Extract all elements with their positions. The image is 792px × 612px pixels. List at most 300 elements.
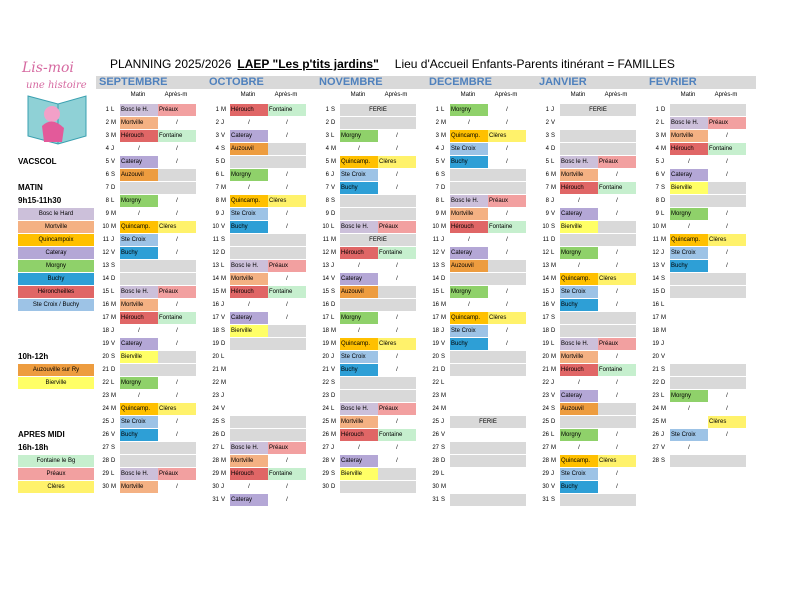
morning-activity [340,208,378,220]
legend-label: Buchy [18,273,94,285]
afternoon-activity [598,221,636,233]
day-number: 21 [212,367,219,373]
afternoon-activity [488,429,526,441]
morning-activity [670,455,708,467]
legend-label: 10h-12h [18,352,49,361]
afternoon-activity: / [286,224,288,230]
day-number: 13 [212,263,219,269]
afternoon-activity: Préaux [158,468,196,480]
afternoon-activity [708,338,746,350]
morning-activity [120,182,158,194]
morning-activity: Bosc le H. [670,117,708,129]
morning-activity [340,481,378,493]
day-number: 9 [545,211,549,217]
afternoon-activity [268,325,306,337]
weekday-letter: L [331,315,335,321]
afternoon-activity [708,195,746,207]
day-number: 21 [322,367,329,373]
weekday-letter: J [331,354,334,360]
weekday-letter: M [111,393,116,399]
weekday-letter: M [221,198,226,204]
day-number: 14 [322,276,329,282]
afternoon-activity [268,416,306,428]
morning-activity: Morgny [670,390,708,402]
morning-activity: Quincamp. [230,195,268,207]
afternoon-activity: / [176,484,178,490]
morning-activity: Mortville [230,273,268,285]
day-number: 6 [655,172,659,178]
page-title [110,57,790,73]
weekday-letter: J [221,484,224,490]
day-number: 21 [652,367,659,373]
afternoon-activity: / [726,159,728,165]
afternoon-activity: Clères [268,195,306,207]
afternoon-activity [378,286,416,298]
afternoon-activity: / [176,159,178,165]
day-number: 22 [652,380,659,386]
day-number: 4 [655,146,659,152]
day-number: 7 [545,185,549,191]
morning-activity [230,234,268,246]
afternoon-activity: / [286,497,288,503]
morning-activity: Bosc le H. [560,338,598,350]
day-number: 3 [655,133,659,139]
afternoon-activity: / [396,458,398,464]
morning-activity: Bosc le H. [340,221,378,233]
afternoon-activity [158,351,196,363]
weekday-letter: D [331,211,336,217]
weekday-letter: S [221,328,226,334]
legend-label: Morgny [18,260,94,272]
weekday-letter: L [661,120,665,126]
legend-label: Héroncheilles [18,286,94,298]
afternoon-activity: / [726,133,728,139]
morning-activity: / [138,393,140,399]
weekday-letter: L [441,471,445,477]
weekday-letter: D [221,341,226,347]
morning-activity [670,351,708,363]
afternoon-activity [488,273,526,285]
afternoon-activity: / [616,263,618,269]
morning-activity: Bosc le H. [120,104,158,116]
morning-activity [340,390,378,402]
day-number: 10 [652,224,659,230]
weekday-letter: S [111,263,116,269]
morning-activity: Buchy [340,364,378,376]
day-number: 18 [432,328,439,334]
weekday-letter: V [331,458,336,464]
morning-activity: Ste Croix [450,143,488,155]
day-number: 23 [542,393,549,399]
afternoon-activity: / [176,302,178,308]
month-octobre: OCTOBRE [206,76,317,89]
afternoon-activity: Préaux [268,260,306,272]
header-matin: Matin [240,92,256,98]
afternoon-activity [708,364,746,376]
weekday-letter: J [441,237,444,243]
day-number: 17 [542,315,549,321]
day-number: 22 [432,380,439,386]
morning-activity: Buchy [450,156,488,168]
month-janvier: JANVIER [536,76,647,89]
day-number: 15 [102,289,109,295]
afternoon-activity: / [396,146,398,152]
afternoon-activity: / [506,289,508,295]
weekday-letter: M [111,133,116,139]
day-number: 3 [215,133,219,139]
weekday-letter: S [441,445,446,451]
day-number: 16 [322,302,329,308]
morning-activity: Bierville [120,351,158,363]
morning-activity [450,494,488,506]
morning-activity: Morgny [340,130,378,142]
afternoon-activity [708,312,746,324]
morning-activity [450,273,488,285]
afternoon-activity: Fontaine [378,247,416,259]
day-number: 25 [432,419,439,425]
afternoon-activity [268,351,306,363]
afternoon-activity: / [506,302,508,308]
day-number: 14 [652,276,659,282]
afternoon-activity [158,260,196,272]
morning-activity: Hérouch [560,364,598,376]
afternoon-activity [268,234,306,246]
weekday-letter: M [661,237,666,243]
morning-activity: Ste Croix [230,208,268,220]
morning-activity: / [578,263,580,269]
morning-activity: Hérouch [340,429,378,441]
day-number: 27 [652,445,659,451]
day-number: 1 [215,107,219,113]
day-number: 26 [322,432,329,438]
weekday-letter: L [661,393,665,399]
day-number: 4 [545,146,549,152]
afternoon-activity: Fontaine [158,312,196,324]
afternoon-activity: Clères [488,312,526,324]
morning-activity: / [358,146,360,152]
day-number: 16 [652,302,659,308]
weekday-letter: M [441,302,446,308]
day-number: 19 [652,341,659,347]
afternoon-activity: / [726,393,728,399]
afternoon-activity: / [616,432,618,438]
weekday-letter: V [111,159,116,165]
weekday-letter: M [331,237,336,243]
morning-activity: Cateray [560,208,598,220]
legend-label: Préaux [18,468,94,480]
day-number: 15 [212,289,219,295]
afternoon-activity [268,156,306,168]
day-number: 27 [322,445,329,451]
morning-activity: Mortville [230,455,268,467]
weekday-letter: L [111,107,115,113]
day-number: 2 [545,120,549,126]
afternoon-activity: Fontaine [378,429,416,441]
day-number: 1 [105,107,109,113]
day-number: 19 [322,341,329,347]
afternoon-activity: / [616,393,618,399]
morning-activity [670,104,708,116]
weekday-letter: M [111,406,116,412]
afternoon-activity [158,442,196,454]
day-number: 17 [322,315,329,321]
morning-activity: Cateray [450,247,488,259]
morning-activity [120,260,158,272]
day-number: 1 [655,107,659,113]
afternoon-activity [158,273,196,285]
weekday-letter: S [441,263,446,269]
day-number: 25 [322,419,329,425]
morning-activity: Buchy [670,260,708,272]
weekday-letter: S [551,406,556,412]
afternoon-activity: / [176,419,178,425]
weekday-letter: M [441,120,446,126]
weekday-letter: L [551,341,555,347]
day-number: 28 [102,458,109,464]
morning-activity: Bierville [340,468,378,480]
day-number: 24 [432,406,439,412]
day-number: 25 [212,419,219,425]
afternoon-activity [708,182,746,194]
weekday-letter: S [331,471,336,477]
morning-activity [670,338,708,350]
weekday-letter: L [111,198,115,204]
morning-activity: Buchy [340,182,378,194]
day-number: 16 [102,302,109,308]
day-number: 20 [652,354,659,360]
day-number: 15 [432,289,439,295]
weekday-letter: M [111,302,116,308]
legend-label: Auzouville sur Ry [18,364,94,376]
weekday-letter: L [221,172,225,178]
day-number: 6 [435,172,439,178]
afternoon-activity: / [396,315,398,321]
weekday-letter: J [331,445,334,451]
weekday-letter: D [331,302,336,308]
day-number: 23 [652,393,659,399]
morning-activity: Hérouch [120,312,158,324]
header-matin: Matin [130,92,146,98]
day-number: 17 [652,315,659,321]
morning-activity: / [248,302,250,308]
weekday-letter: M [551,458,556,464]
day-number: 2 [655,120,659,126]
morning-activity [450,468,488,480]
morning-activity [670,286,708,298]
weekday-letter: V [441,250,446,256]
morning-activity: Mortville [120,299,158,311]
weekday-letter: S [221,237,226,243]
afternoon-activity: Fontaine [598,182,636,194]
weekday-letter: M [661,315,666,321]
afternoon-activity [488,364,526,376]
day-number: 2 [105,120,109,126]
day-number: 20 [542,354,549,360]
morning-activity: Hérouch [340,247,378,259]
morning-activity: Bosc le H. [450,195,488,207]
weekday-letter: D [441,367,446,373]
afternoon-activity: / [286,458,288,464]
afternoon-activity: / [176,237,178,243]
weekday-letter: V [221,406,226,412]
afternoon-activity: / [286,302,288,308]
afternoon-activity: Fontaine [488,221,526,233]
morning-activity [230,377,268,389]
morning-activity [560,494,598,506]
day-number: 19 [212,341,219,347]
morning-activity [120,273,158,285]
day-number: 15 [542,289,549,295]
day-number: 28 [322,458,329,464]
afternoon-activity [598,143,636,155]
afternoon-activity: / [396,172,398,178]
day-number: 28 [542,458,549,464]
day-number: 9 [325,211,329,217]
weekday-letter: L [551,432,555,438]
morning-activity [450,169,488,181]
afternoon-activity: Préaux [268,442,306,454]
header-apres-midi: Après-m [714,92,738,98]
morning-activity: / [578,198,580,204]
weekday-letter: J [661,250,664,256]
weekday-letter: M [111,120,116,126]
afternoon-activity: / [616,471,618,477]
day-number: 3 [545,133,549,139]
afternoon-activity [268,403,306,415]
afternoon-activity: Fontaine [598,364,636,376]
day-number: 13 [102,263,109,269]
morning-activity [450,403,488,415]
weekday-letter: M [221,185,226,191]
day-number: 5 [545,159,549,165]
morning-activity: Morgny [230,169,268,181]
legend-label: 16h-18h [18,443,49,452]
day-number: 6 [215,172,219,178]
afternoon-activity: Préaux [158,104,196,116]
morning-activity: Mortville [120,481,158,493]
afternoon-activity: Fontaine [268,286,306,298]
afternoon-activity: Clères [378,156,416,168]
morning-activity [450,377,488,389]
morning-activity [450,429,488,441]
day-number: 23 [432,393,439,399]
day-number: 11 [102,237,109,243]
afternoon-activity: / [396,263,398,269]
afternoon-activity [708,442,746,454]
weekday-letter: S [441,172,446,178]
day-number: 2 [435,120,439,126]
day-number: 29 [432,471,439,477]
morning-activity: Bierville [560,221,598,233]
afternoon-activity: / [176,120,178,126]
day-number: 7 [325,185,329,191]
weekday-letter: V [551,484,556,490]
day-number: 30 [322,484,329,490]
day-number: 29 [542,471,549,477]
morning-activity [230,390,268,402]
morning-activity: / [358,263,360,269]
weekday-letter: S [111,172,116,178]
morning-activity: / [468,237,470,243]
morning-activity [450,182,488,194]
month-septembre: SEPTEMBRE [96,76,207,89]
day-number: 13 [432,263,439,269]
afternoon-activity: / [616,484,618,490]
afternoon-activity [378,377,416,389]
weekday-letter: J [221,393,224,399]
weekday-letter: S [441,354,446,360]
morning-activity: Morgny [450,104,488,116]
afternoon-activity: / [176,432,178,438]
day-number: 21 [542,367,549,373]
weekday-letter: D [111,185,116,191]
weekday-letter: L [111,471,115,477]
legend-label: Bierville [18,377,94,389]
day-number: 31 [212,497,219,503]
afternoon-activity: / [286,120,288,126]
weekday-letter: D [441,185,446,191]
legend-label: Bosc le Hard [18,208,94,220]
weekday-letter: V [221,133,226,139]
header-apres-midi: Après-m [604,92,628,98]
afternoon-activity: / [506,328,508,334]
afternoon-activity: Fontaine [268,104,306,116]
morning-activity: Morgny [560,247,598,259]
afternoon-activity: / [616,289,618,295]
morning-activity: / [138,211,140,217]
day-number: 12 [102,250,109,256]
weekday-letter: M [331,419,336,425]
afternoon-activity: / [396,185,398,191]
morning-activity [340,195,378,207]
afternoon-activity [598,117,636,129]
morning-activity [230,338,268,350]
weekday-letter: D [551,237,556,243]
morning-activity [450,442,488,454]
day-number: 30 [432,484,439,490]
afternoon-activity [488,403,526,415]
weekday-letter: L [441,380,445,386]
header-matin: Matin [570,92,586,98]
weekday-letter: M [221,289,226,295]
weekday-letter: M [551,172,556,178]
morning-activity [560,312,598,324]
afternoon-activity [268,247,306,259]
weekday-letter: V [221,497,226,503]
day-number: 17 [102,315,109,321]
day-number: 12 [652,250,659,256]
morning-activity: Quincamp. [450,312,488,324]
day-number: 7 [105,185,109,191]
afternoon-activity [488,260,526,272]
day-number: 4 [435,146,439,152]
afternoon-activity [708,351,746,363]
afternoon-activity: / [726,263,728,269]
afternoon-activity [708,377,746,389]
legend-label: APRES MIDI [18,430,65,439]
morning-activity: Hérouch [560,182,598,194]
legend-label: Cateray [18,247,94,259]
weekday-letter: J [221,302,224,308]
morning-activity: Cateray [120,338,158,350]
afternoon-activity [268,429,306,441]
day-number: 8 [325,198,329,204]
afternoon-activity [378,299,416,311]
day-number: 20 [322,354,329,360]
day-number: 10 [212,224,219,230]
day-number: 11 [652,237,659,243]
afternoon-activity [488,455,526,467]
